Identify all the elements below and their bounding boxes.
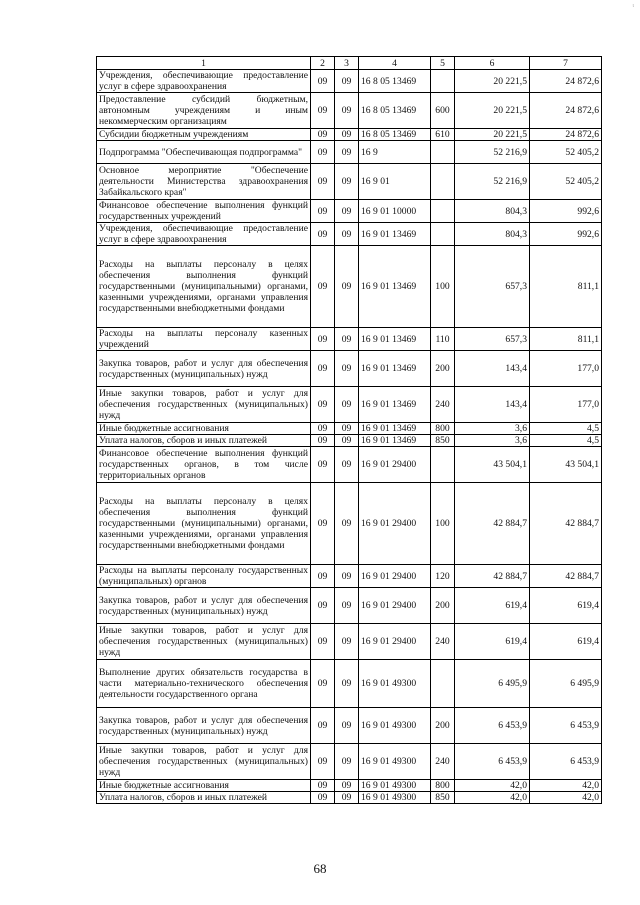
row-amount-2020: 6 453,9 bbox=[530, 708, 602, 744]
row-amount-2020: 177,0 bbox=[530, 387, 602, 423]
row-amount-2019: 619,4 bbox=[455, 624, 530, 660]
row-target-code: 16 8 05 13469 bbox=[359, 70, 431, 93]
row-section: 09 bbox=[311, 387, 335, 423]
row-target-code: 16 9 01 13469 bbox=[359, 223, 431, 246]
row-expense-type: 800 bbox=[431, 423, 455, 435]
row-amount-2019: 20 221,5 bbox=[455, 70, 530, 93]
row-section: 09 bbox=[311, 780, 335, 792]
row-section: 09 bbox=[311, 141, 335, 164]
row-expense-type: 800 bbox=[431, 780, 455, 792]
table-row bbox=[97, 780, 602, 792]
row-expense-type bbox=[431, 223, 455, 246]
row-amount-2019: 6 495,9 bbox=[455, 660, 530, 708]
row-subsection: 09 bbox=[335, 624, 359, 660]
row-amount-2020: 6 495,9 bbox=[530, 660, 602, 708]
row-section: 09 bbox=[311, 565, 335, 588]
row-amount-2019: 6 453,9 bbox=[455, 708, 530, 744]
budget-table bbox=[96, 56, 602, 804]
row-amount-2019: 52 216,9 bbox=[455, 141, 530, 164]
row-name: Выполнение других обязательств государства в части материально-технического обеспечения деятельности государственного органа bbox=[97, 660, 311, 708]
row-subsection: 09 bbox=[335, 246, 359, 328]
row-amount-2020: 811,1 bbox=[530, 246, 602, 328]
table-row bbox=[97, 164, 602, 200]
row-subsection: 09 bbox=[335, 351, 359, 387]
row-amount-2020: 52 405,2 bbox=[530, 164, 602, 200]
header-col-6: 6 bbox=[455, 57, 530, 70]
row-section: 09 bbox=[311, 129, 335, 141]
row-amount-2020: 42 884,7 bbox=[530, 565, 602, 588]
row-target-code: 16 9 01 13469 bbox=[359, 387, 431, 423]
table-row bbox=[97, 70, 602, 93]
row-target-code: 16 9 01 10000 bbox=[359, 200, 431, 223]
row-subsection: 09 bbox=[335, 141, 359, 164]
row-name: Расходы на выплаты персоналу государственных (муниципальных) органов bbox=[97, 565, 311, 588]
table-row bbox=[97, 744, 602, 780]
header-col-2: 2 bbox=[311, 57, 335, 70]
row-name: Расходы на выплаты персоналу казенных учреждений bbox=[97, 328, 311, 351]
table-row bbox=[97, 129, 602, 141]
row-section: 09 bbox=[311, 744, 335, 780]
row-subsection: 09 bbox=[335, 744, 359, 780]
row-amount-2019: 143,4 bbox=[455, 351, 530, 387]
row-amount-2019: 657,3 bbox=[455, 328, 530, 351]
row-subsection: 09 bbox=[335, 780, 359, 792]
table-row bbox=[97, 223, 602, 246]
header-col-7: 7 bbox=[530, 57, 602, 70]
row-name: Предоставление субсидий бюджетным, автономным учреждениям и иным некоммерческим организациям bbox=[97, 93, 311, 129]
row-subsection: 09 bbox=[335, 223, 359, 246]
row-name: Финансовое обеспечение выполнения функций государственных учреждений bbox=[97, 200, 311, 223]
table-row bbox=[97, 246, 602, 328]
row-amount-2019: 3,6 bbox=[455, 435, 530, 447]
row-target-code: 16 8 05 13469 bbox=[359, 93, 431, 129]
row-expense-type bbox=[431, 164, 455, 200]
row-name: Иные бюджетные ассигнования bbox=[97, 423, 311, 435]
row-name: Уплата налогов, сборов и иных платежей bbox=[97, 792, 311, 804]
row-subsection: 09 bbox=[335, 387, 359, 423]
row-section: 09 bbox=[311, 435, 335, 447]
row-amount-2020: 6 453,9 bbox=[530, 744, 602, 780]
row-expense-type: 600 bbox=[431, 93, 455, 129]
row-amount-2019: 619,4 bbox=[455, 588, 530, 624]
row-amount-2020: 4,5 bbox=[530, 423, 602, 435]
row-name: Расходы на выплаты персоналу в целях обеспечения выполнения функций государственными (муниципальными) органами, казенными учреждениями, органами управления государственными внебюджетными фондами bbox=[97, 483, 311, 565]
row-amount-2019: 42 884,7 bbox=[455, 483, 530, 565]
row-amount-2019: 43 504,1 bbox=[455, 447, 530, 483]
row-name: Иные закупки товаров, работ и услуг для обеспечения государственных (муниципальных) нужд bbox=[97, 387, 311, 423]
row-target-code: 16 8 05 13469 bbox=[359, 129, 431, 141]
row-section: 09 bbox=[311, 328, 335, 351]
row-section: 09 bbox=[311, 588, 335, 624]
row-name: Учреждения, обеспечивающие предоставление услуг в сфере здравоохранения bbox=[97, 223, 311, 246]
row-target-code: 16 9 01 49300 bbox=[359, 744, 431, 780]
table-row bbox=[97, 565, 602, 588]
row-amount-2019: 52 216,9 bbox=[455, 164, 530, 200]
row-amount-2020: 992,6 bbox=[530, 223, 602, 246]
row-name: Закупка товаров, работ и услуг для обеспечения государственных (муниципальных) нужд bbox=[97, 588, 311, 624]
row-expense-type: 610 bbox=[431, 129, 455, 141]
row-amount-2020: 811,1 bbox=[530, 328, 602, 351]
row-subsection: 09 bbox=[335, 93, 359, 129]
row-amount-2020: 43 504,1 bbox=[530, 447, 602, 483]
row-expense-type bbox=[431, 70, 455, 93]
row-target-code: 16 9 01 13469 bbox=[359, 351, 431, 387]
row-expense-type: 200 bbox=[431, 708, 455, 744]
table-row bbox=[97, 660, 602, 708]
row-expense-type: 240 bbox=[431, 387, 455, 423]
row-amount-2019: 143,4 bbox=[455, 387, 530, 423]
table-row bbox=[97, 792, 602, 804]
row-amount-2020: 42,0 bbox=[530, 780, 602, 792]
row-target-code: 16 9 01 29400 bbox=[359, 565, 431, 588]
row-section: 09 bbox=[311, 93, 335, 129]
row-amount-2019: 20 221,5 bbox=[455, 129, 530, 141]
row-target-code: 16 9 01 29400 bbox=[359, 624, 431, 660]
row-target-code: 16 9 01 13469 bbox=[359, 246, 431, 328]
row-expense-type bbox=[431, 200, 455, 223]
row-expense-type: 850 bbox=[431, 792, 455, 804]
row-name: Подпрограмма "Обеспечивающая подпрограмма" bbox=[97, 141, 311, 164]
row-subsection: 09 bbox=[335, 328, 359, 351]
row-expense-type: 120 bbox=[431, 565, 455, 588]
row-subsection: 09 bbox=[335, 70, 359, 93]
row-amount-2020: 177,0 bbox=[530, 351, 602, 387]
row-amount-2019: 804,3 bbox=[455, 223, 530, 246]
row-target-code: 16 9 01 49300 bbox=[359, 792, 431, 804]
row-section: 09 bbox=[311, 223, 335, 246]
row-target-code: 16 9 01 49300 bbox=[359, 780, 431, 792]
row-name: Основное мероприятие "Обеспечение деятельности Министерства здравоохранения Забайкальского края" bbox=[97, 164, 311, 200]
row-section: 09 bbox=[311, 660, 335, 708]
row-expense-type: 100 bbox=[431, 483, 455, 565]
row-expense-type: 200 bbox=[431, 588, 455, 624]
row-expense-type: 200 bbox=[431, 351, 455, 387]
table-row bbox=[97, 328, 602, 351]
row-name: Учреждения, обеспечивающие предоставление услуг в сфере здравоохранения bbox=[97, 70, 311, 93]
row-amount-2020: 24 872,6 bbox=[530, 129, 602, 141]
row-name: Иные закупки товаров, работ и услуг для обеспечения государственных (муниципальных) нужд bbox=[97, 744, 311, 780]
header-col-1: 1 bbox=[97, 57, 311, 70]
row-section: 09 bbox=[311, 483, 335, 565]
row-name: Иные бюджетные ассигнования bbox=[97, 780, 311, 792]
header-row bbox=[97, 57, 602, 70]
corner-mark: ᵗ bbox=[632, 2, 634, 11]
row-amount-2020: 24 872,6 bbox=[530, 93, 602, 129]
row-amount-2020: 24 872,6 bbox=[530, 70, 602, 93]
table-row bbox=[97, 447, 602, 483]
row-target-code: 16 9 01 13469 bbox=[359, 435, 431, 447]
row-subsection: 09 bbox=[335, 660, 359, 708]
row-target-code: 16 9 01 49300 bbox=[359, 708, 431, 744]
table-row bbox=[97, 93, 602, 129]
table-row bbox=[97, 387, 602, 423]
header-col-5: 5 bbox=[431, 57, 455, 70]
row-subsection: 09 bbox=[335, 708, 359, 744]
row-subsection: 09 bbox=[335, 129, 359, 141]
row-amount-2020: 992,6 bbox=[530, 200, 602, 223]
row-amount-2020: 42,0 bbox=[530, 792, 602, 804]
row-section: 09 bbox=[311, 351, 335, 387]
row-target-code: 16 9 bbox=[359, 141, 431, 164]
row-expense-type: 110 bbox=[431, 328, 455, 351]
row-section: 09 bbox=[311, 164, 335, 200]
row-name: Субсидии бюджетным учреждениям bbox=[97, 129, 311, 141]
row-subsection: 09 bbox=[335, 565, 359, 588]
row-subsection: 09 bbox=[335, 483, 359, 565]
row-amount-2019: 657,3 bbox=[455, 246, 530, 328]
row-name: Закупка товаров, работ и услуг для обеспечения государственных (муниципальных) нужд bbox=[97, 708, 311, 744]
row-section: 09 bbox=[311, 70, 335, 93]
row-name: Уплата налогов, сборов и иных платежей bbox=[97, 435, 311, 447]
row-target-code: 16 9 01 29400 bbox=[359, 447, 431, 483]
row-expense-type: 240 bbox=[431, 744, 455, 780]
table-row bbox=[97, 200, 602, 223]
row-amount-2020: 4,5 bbox=[530, 435, 602, 447]
row-subsection: 09 bbox=[335, 447, 359, 483]
row-section: 09 bbox=[311, 447, 335, 483]
table-row bbox=[97, 423, 602, 435]
row-amount-2019: 42,0 bbox=[455, 792, 530, 804]
row-subsection: 09 bbox=[335, 435, 359, 447]
row-expense-type bbox=[431, 660, 455, 708]
row-section: 09 bbox=[311, 624, 335, 660]
row-expense-type: 240 bbox=[431, 624, 455, 660]
row-name: Закупка товаров, работ и услуг для обеспечения государственных (муниципальных) нужд bbox=[97, 351, 311, 387]
row-target-code: 16 9 01 29400 bbox=[359, 588, 431, 624]
row-amount-2020: 619,4 bbox=[530, 588, 602, 624]
row-subsection: 09 bbox=[335, 588, 359, 624]
table-body bbox=[97, 70, 602, 804]
row-expense-type bbox=[431, 447, 455, 483]
row-expense-type bbox=[431, 141, 455, 164]
row-subsection: 09 bbox=[335, 200, 359, 223]
row-target-code: 16 9 01 49300 bbox=[359, 660, 431, 708]
row-amount-2019: 42,0 bbox=[455, 780, 530, 792]
row-section: 09 bbox=[311, 423, 335, 435]
header-col-4: 4 bbox=[359, 57, 431, 70]
row-subsection: 09 bbox=[335, 164, 359, 200]
row-amount-2019: 3,6 bbox=[455, 423, 530, 435]
row-amount-2019: 6 453,9 bbox=[455, 744, 530, 780]
table-row bbox=[97, 435, 602, 447]
row-expense-type: 100 bbox=[431, 246, 455, 328]
table-row bbox=[97, 351, 602, 387]
table-row bbox=[97, 708, 602, 744]
table-row bbox=[97, 483, 602, 565]
row-amount-2019: 20 221,5 bbox=[455, 93, 530, 129]
row-amount-2020: 42 884,7 bbox=[530, 483, 602, 565]
row-amount-2020: 52 405,2 bbox=[530, 141, 602, 164]
row-amount-2019: 42 884,7 bbox=[455, 565, 530, 588]
row-amount-2019: 804,3 bbox=[455, 200, 530, 223]
row-section: 09 bbox=[311, 792, 335, 804]
row-section: 09 bbox=[311, 200, 335, 223]
header-col-3: 3 bbox=[335, 57, 359, 70]
table-row bbox=[97, 141, 602, 164]
row-target-code: 16 9 01 29400 bbox=[359, 483, 431, 565]
row-subsection: 09 bbox=[335, 423, 359, 435]
row-target-code: 16 9 01 13469 bbox=[359, 328, 431, 351]
row-name: Иные закупки товаров, работ и услуг для обеспечения государственных (муниципальных) нужд bbox=[97, 624, 311, 660]
row-section: 09 bbox=[311, 246, 335, 328]
row-target-code: 16 9 01 13469 bbox=[359, 423, 431, 435]
row-subsection: 09 bbox=[335, 792, 359, 804]
row-name: Расходы на выплаты персоналу в целях обеспечения выполнения функций государственными (муниципальными) органами, казенными учреждениями, органами управления государственными внебюджетными фондами bbox=[97, 246, 311, 328]
row-amount-2020: 619,4 bbox=[530, 624, 602, 660]
table-row bbox=[97, 624, 602, 660]
table-row bbox=[97, 588, 602, 624]
row-name: Финансовое обеспечение выполнения функций государственных органов, в том числе территориальных органов bbox=[97, 447, 311, 483]
row-target-code: 16 9 01 bbox=[359, 164, 431, 200]
row-section: 09 bbox=[311, 708, 335, 744]
row-expense-type: 850 bbox=[431, 435, 455, 447]
page-number: 68 bbox=[313, 861, 327, 876]
